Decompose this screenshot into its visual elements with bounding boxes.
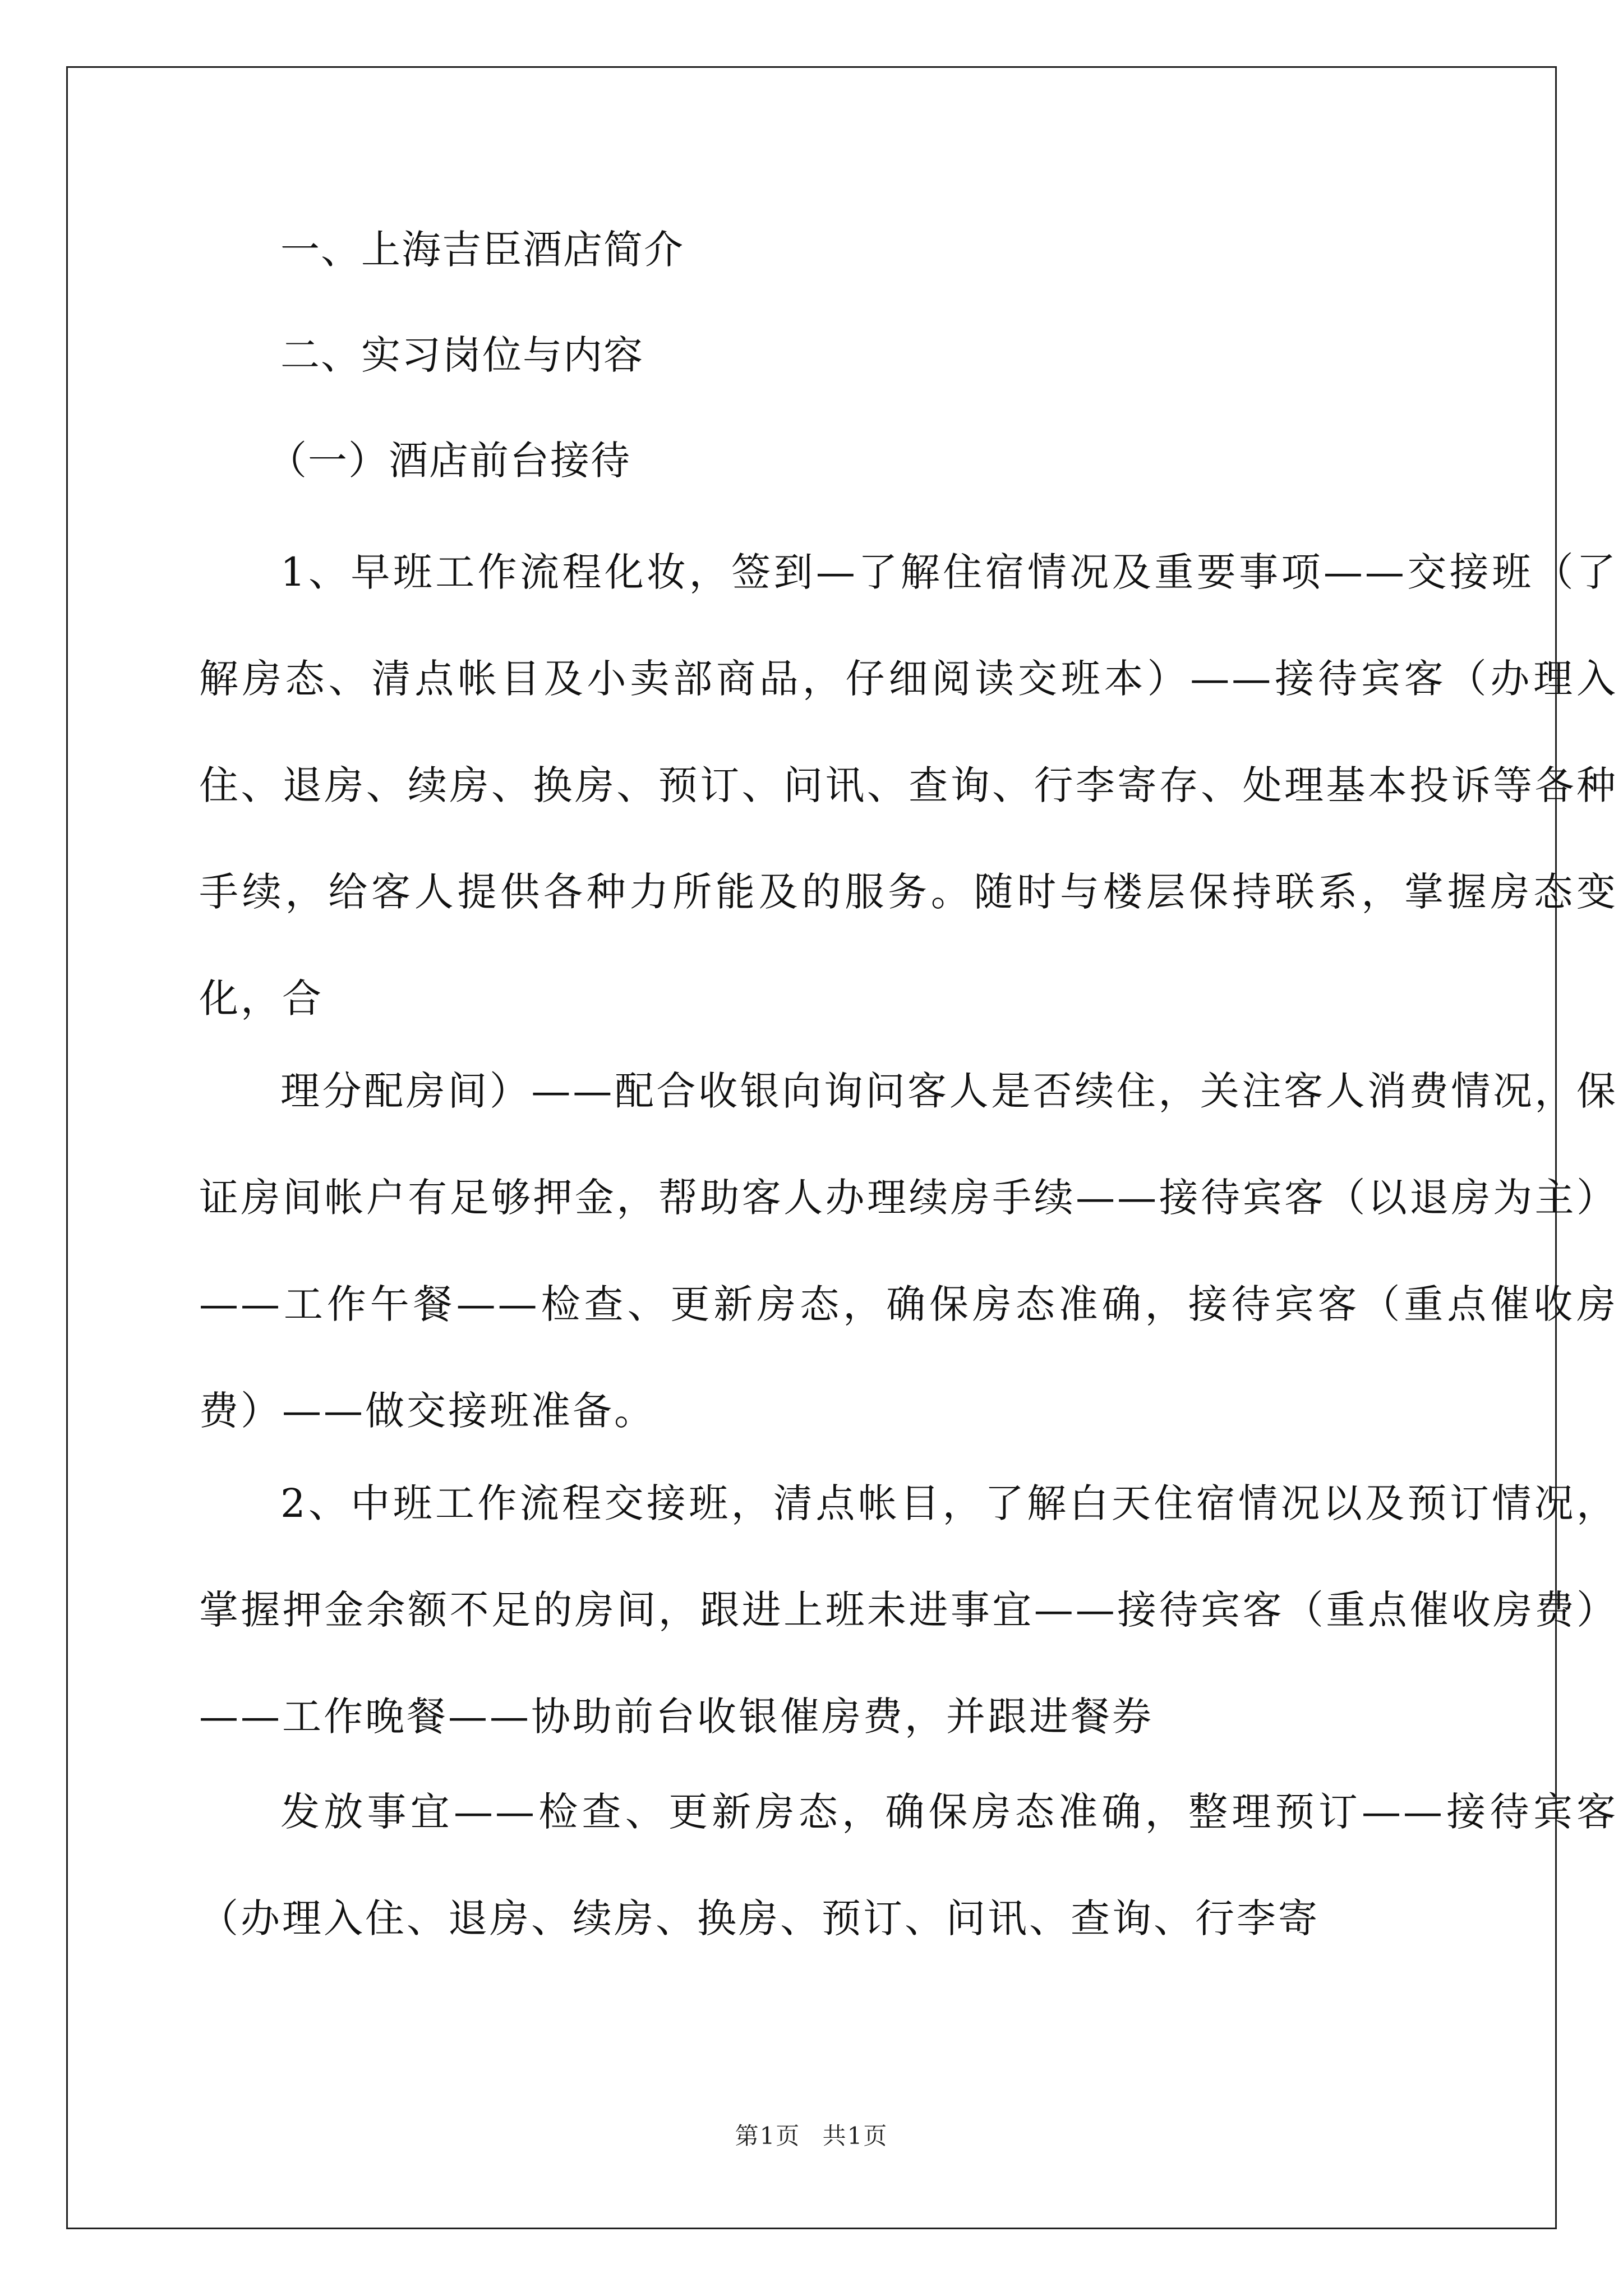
paragraph-3: 2、中班工作流程交接班，清点帐目，了解白天住宿情况以及预订情况，掌握押金余额不足的房间，跟进上班未进事宜——接待宾客（重点催收房费）——工作晚餐——协助前台收银催房费，并跟进餐券	[199, 1480, 1618, 1740]
paragraph-4: 发放事宜——检查、更新房态，确保房态准确，整理预订——接待宾客（办理入住、退房、续房、换房、预订、问讯、查询、行李寄	[199, 1789, 1618, 1941]
section-heading-1: 一、上海吉臣酒店简介	[280, 227, 684, 273]
paragraph-2: 理分配房间）——配合收银向询问客人是否续住，关注客人消费情况，保证房间帐户有足够押金，帮助客人办理续房手续——接待宾客（以退房为主）——工作午餐——检查、更新房态，确保房态准确，接待宾客（重点催收房费）——做交接班准备。	[199, 1068, 1618, 1434]
page-number: 第1页	[735, 2122, 801, 2150]
page-footer	[0, 2118, 1623, 2151]
paragraph-1: 1、早班工作流程化妆，签到—了解住宿情况及重要事项——交接班（了解房态、清点帐目及小卖部商品，仔细阅读交班本）——接待宾客（办理入住、退房、续房、换房、预订、问讯、查询、行李寄存、处理基本投诉等各种手续，给客人提供各种力所能及的服务。随时与楼层保持联系，掌握房态变化，合	[199, 549, 1618, 1022]
page-total: 共1页	[822, 2122, 888, 2150]
section-heading-2: 二、实习岗位与内容	[280, 332, 644, 378]
subsection-heading: （一）酒店前台接待	[268, 438, 631, 484]
